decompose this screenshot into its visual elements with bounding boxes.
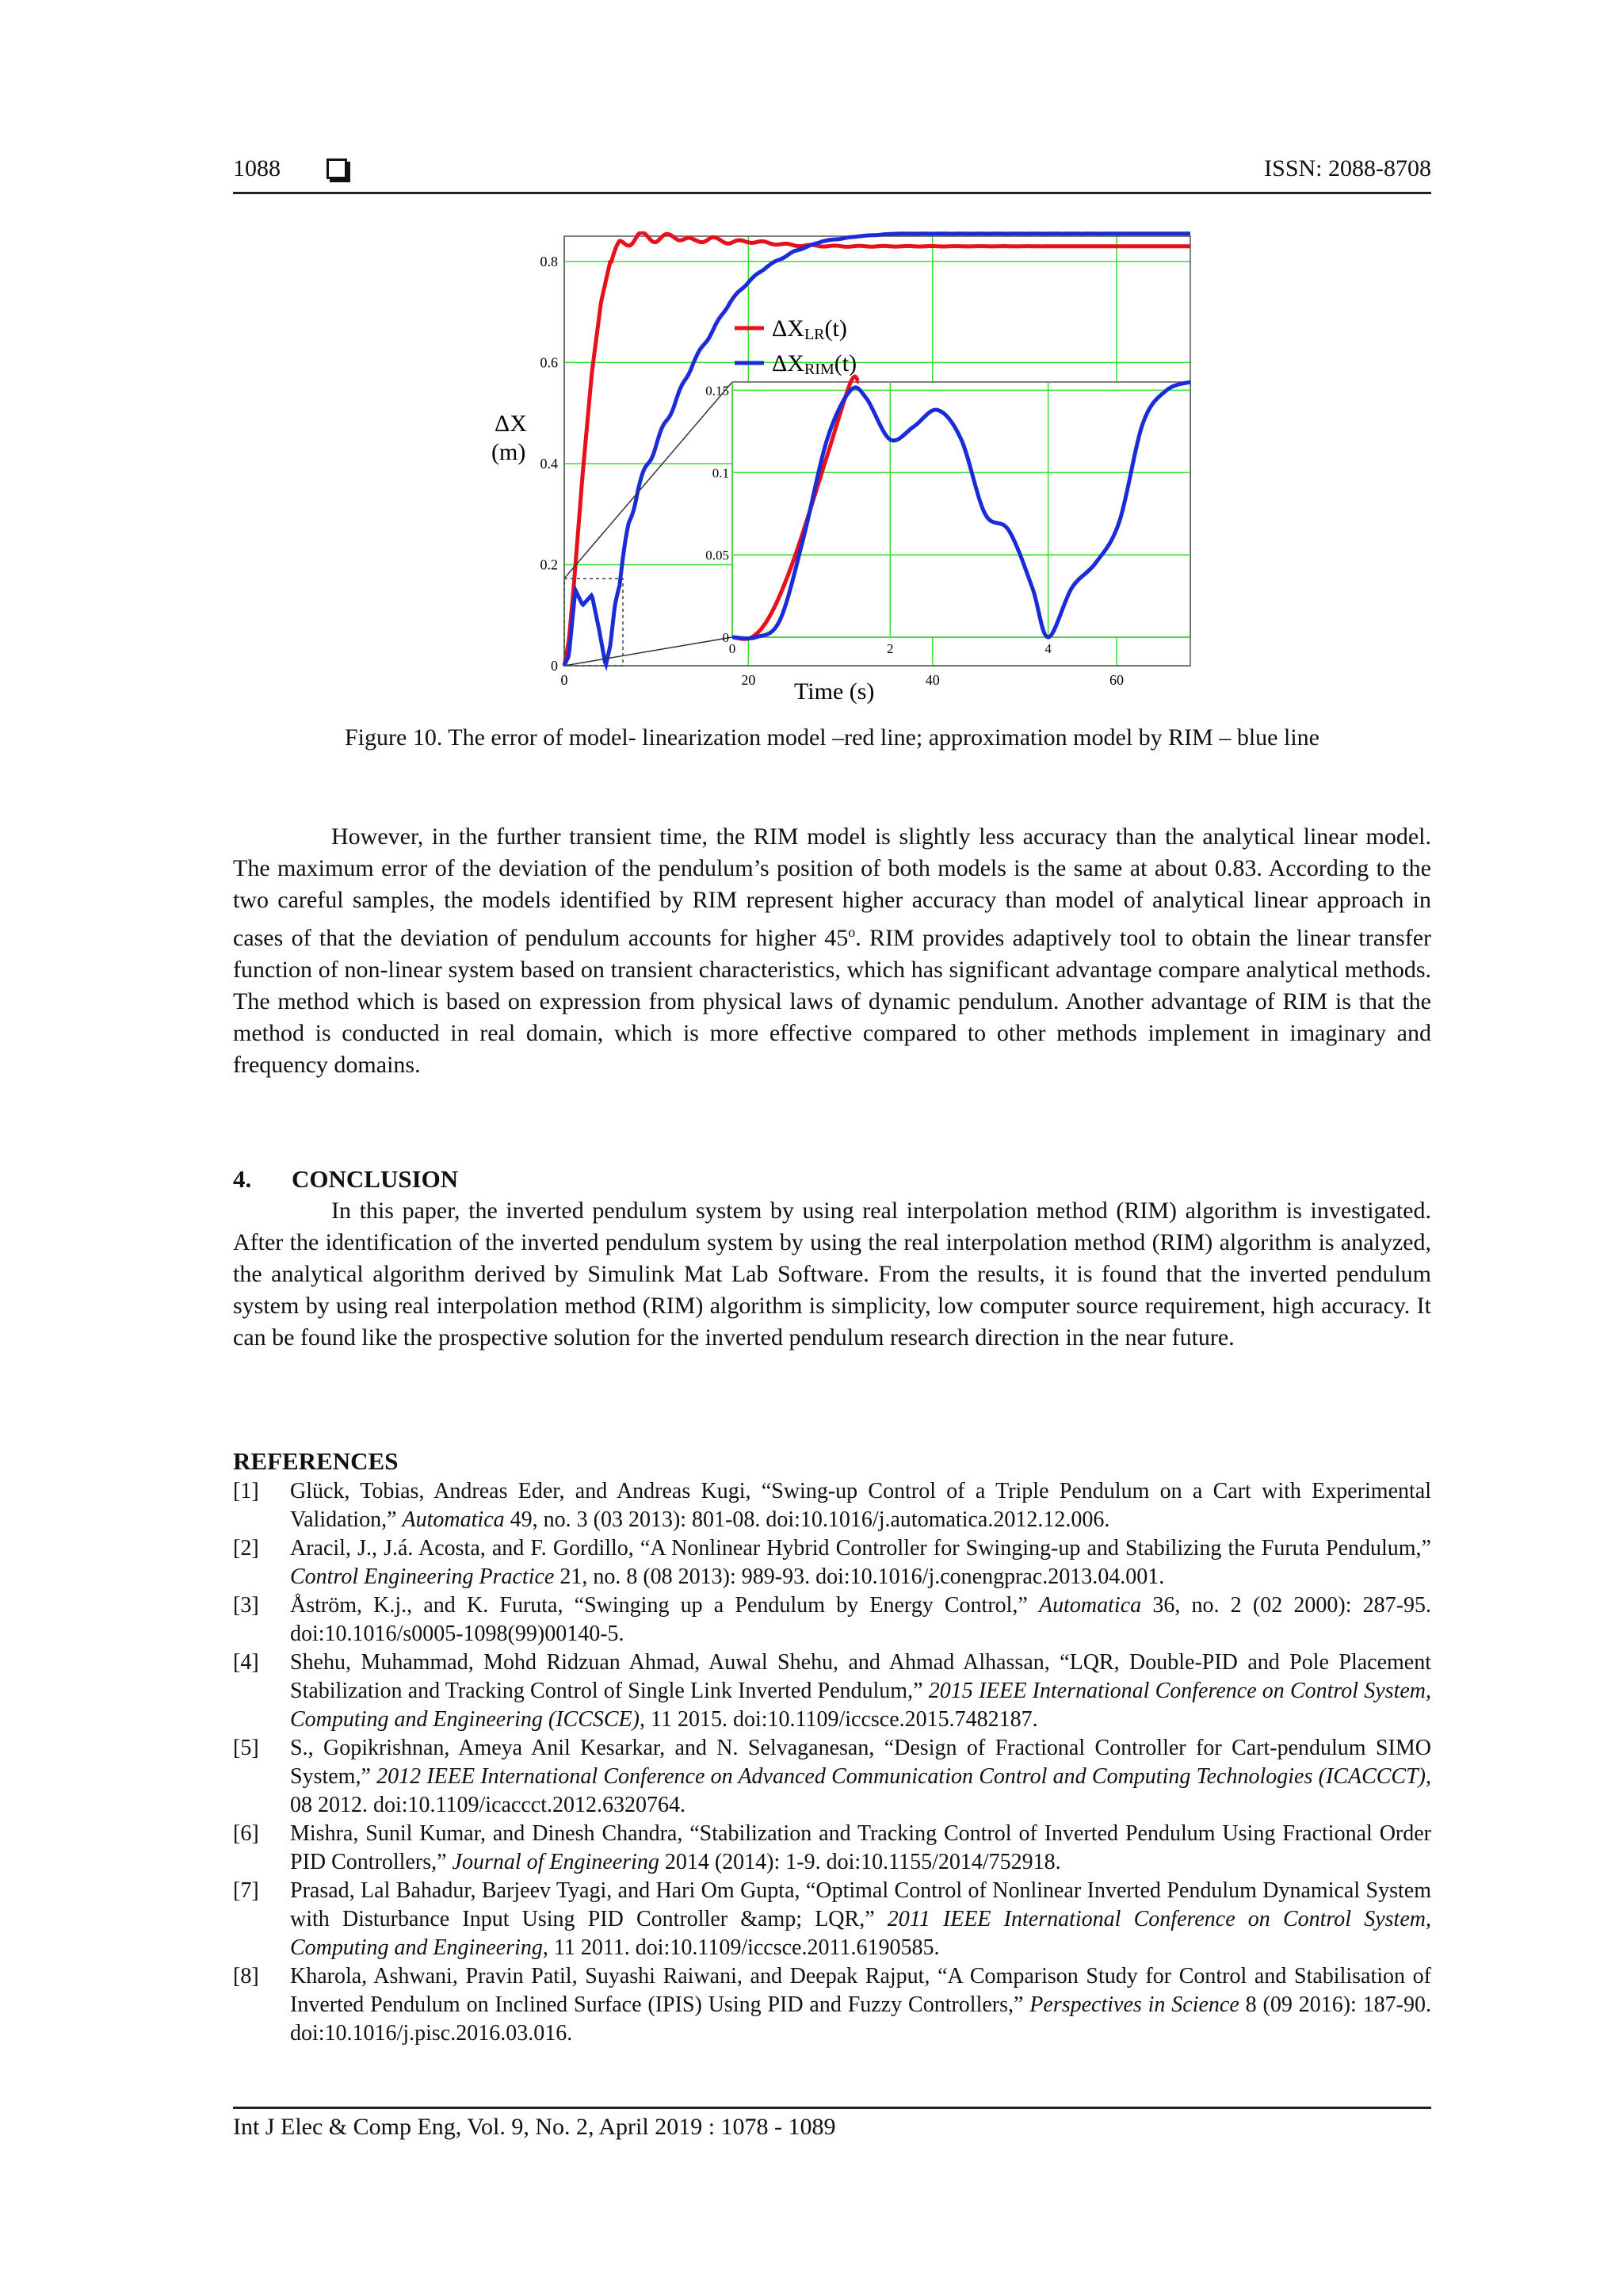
legend-label-rim: ΔXRIM(t) <box>772 350 857 378</box>
y-axis-label-1: ΔX <box>495 411 527 437</box>
y-axis-label-2: (m) <box>491 439 526 465</box>
reference-number: [8] <box>233 1964 259 1988</box>
line-chart <box>485 231 1198 707</box>
reference-item: [4] Shehu, Muhammad, Mohd Ridzuan Ahmad, Auwal Shehu, and Ahmad Alhassan, “LQR, Double-PID and Pole Placement Stabilization and Tracking Control of Single Link Inverted Pendulum,” 2015 IEEE International Conference on Control System, Computing and Engineering (ICCSCE), 11 2015. doi:10.1109/iccsce.2015.7482187. <box>233 1650 1431 1732</box>
inset-y-tick-label: 0 <box>722 630 729 645</box>
y-tick-label: 0.4 <box>540 455 558 472</box>
checkbox-glyph-icon <box>327 159 347 179</box>
inset-y-tick-label: 0.1 <box>712 465 729 481</box>
reference-item: [8] Kharola, Ashwani, Pravin Patil, Suyashi Raiwani, and Deepak Rajput, “A Comparison Study for Control and Stabilisation of Inverted Pendulum on Inclined Surface (IPIS) Using PID and Fuzzy Controllers,” Perspectives in Science 8 (09 2016): 187-90. doi:10.1016/j.pisc.2016.03.016. <box>233 1964 1431 2046</box>
reference-item: [6] Mishra, Sunil Kumar, and Dinesh Chandra, “Stabilization and Tracking Control of Inverted Pendulum Using Fractional Order PID Controllers,” Journal of Engineering 2014 (2014): 1-9. doi:10.1155/2014/752918. <box>233 1821 1431 1874</box>
reference-item: [7] Prasad, Lal Bahadur, Barjeev Tyagi, and Hari Om Gupta, “Optimal Control of Nonlinear Inverted Pendulum Dynamical System with Disturbance Input Using PID Controller &amp; LQR,” 2011 IEEE International Conference on Control System, Computing and Engineering, 11 2011. doi:10.1109/iccsce.2011.6190585. <box>233 1878 1431 1960</box>
reference-number: [6] <box>233 1821 259 1846</box>
page-header <box>233 155 1431 194</box>
y-tick-label: 0 <box>551 658 558 674</box>
reference-number: [5] <box>233 1736 259 1760</box>
x-tick-label: 20 <box>741 672 756 688</box>
body-paragraph: However, in the further transient time, the RIM model is slightly less accuracy than the analytical linear model. The maximum error of the deviation of the pendulum’s position of both models is the same at about 0.83. According to the two careful samples, the models identified by RIM represent higher accuracy than model of analytical linear approach in cases of that the deviation of pendulum accounts for higher 45$^o$. RIM provides adaptively tool to obtain the linear transfer function of non-linear system based on transient characteristics, which has significant advantage compare analytical methods. The method which is based on expression from physical laws of dynamic pendulum. Another advantage of RIM is that the method is conducted in real domain, which is more effective compared to other methods implement in imaginary and frequency domains. <box>233 823 1431 1078</box>
reference-item: [2] Aracil, J., J.á. Acosta, and F. Gordillo, “A Nonlinear Hybrid Controller for Swinging-up and Stabilizing the Furuta Pendulum,” Control Engineering Practice 21, no. 8 (08 2013): 989-93. doi:10.1016/j.conengprac.2013.04.001. <box>233 1536 1431 1589</box>
conclusion-paragraph: In this paper, the inverted pendulum system by using real interpolation method (RIM) algorithm is investigated. After the identification of the inverted pendulum system by using the real interpolation method (RIM) algorithm is analyzed, the analytical algorithm derived by Simulink Mat Lab Software. From the results, it is found that the inverted pendulum system by using real interpolation method (RIM) algorithm is simplicity, low computer source requirement, high accuracy. It can be found like the prospective solution for the inverted pendulum research direction in the near future. <box>233 1198 1431 1350</box>
inset-y-tick-label: 0.05 <box>705 548 729 563</box>
references-heading: REFERENCES <box>233 1447 399 1475</box>
page-number: 1088 <box>233 155 281 181</box>
figure-10 <box>485 231 1198 707</box>
reference-number: [4] <box>233 1650 259 1675</box>
reference-number: [3] <box>233 1593 259 1618</box>
inset-y-tick-label: 0.15 <box>705 383 729 399</box>
page-footer: Int J Elec & Comp Eng, Vol. 9, No. 2, April 2019 : 1078 - 1089 <box>233 2107 1431 2141</box>
x-tick-label: 40 <box>925 672 940 688</box>
reference-item: [5] S., Gopikrishnan, Ameya Anil Kesarkar, and N. Selvaganesan, “Design of Fractional Controller for Cart-pendulum SIMO System,” 2012 IEEE International Conference on Advanced Communication Control and Computing Technologies (ICACCCT), 08 2012. doi:10.1109/icaccct.2012.6320764. <box>233 1736 1431 1817</box>
reference-item: [1] Glück, Tobias, Andreas Eder, and Andreas Kugi, “Swing-up Control of a Triple Pendulum on a Cart with Experimental Validation,” Automatica 49, no. 3 (03 2013): 801-08. doi:10.1016/j.automatica.2012.12.006. <box>233 1479 1431 1532</box>
x-axis-label: Time (s) <box>794 678 875 705</box>
inset-x-tick-label: 2 <box>887 641 894 656</box>
reference-number: [7] <box>233 1878 259 1903</box>
section-heading-conclusion: 4. CONCLUSION <box>233 1165 459 1193</box>
reference-item: [3] Åström, K.j., and K. Furuta, “Swinging up a Pendulum by Energy Control,” Automatica 36, no. 2 (02 2000): 287-95. doi:10.1016/s0005-1098(99)00140-5. <box>233 1593 1431 1646</box>
y-tick-label: 0.8 <box>540 253 558 269</box>
legend-label-lr: ΔXLR(t) <box>772 315 847 343</box>
inset-x-tick-label: 0 <box>728 641 736 656</box>
issn: ISSN: 2088-8708 <box>1264 155 1431 181</box>
reference-number: [1] <box>233 1479 259 1503</box>
y-tick-label: 0.2 <box>540 556 558 573</box>
y-tick-label: 0.6 <box>540 354 558 371</box>
inset-x-tick-label: 4 <box>1044 641 1052 656</box>
x-tick-label: 60 <box>1109 672 1125 688</box>
x-tick-label: 0 <box>560 672 568 688</box>
references-list <box>233 1477 1431 2048</box>
figure-caption: Figure 10. The error of model- linearization model –red line; approximation model by RIM – blue line <box>345 724 1319 751</box>
reference-number: [2] <box>233 1536 259 1561</box>
legend <box>735 315 857 378</box>
zoom-connector-bottom <box>564 637 732 666</box>
